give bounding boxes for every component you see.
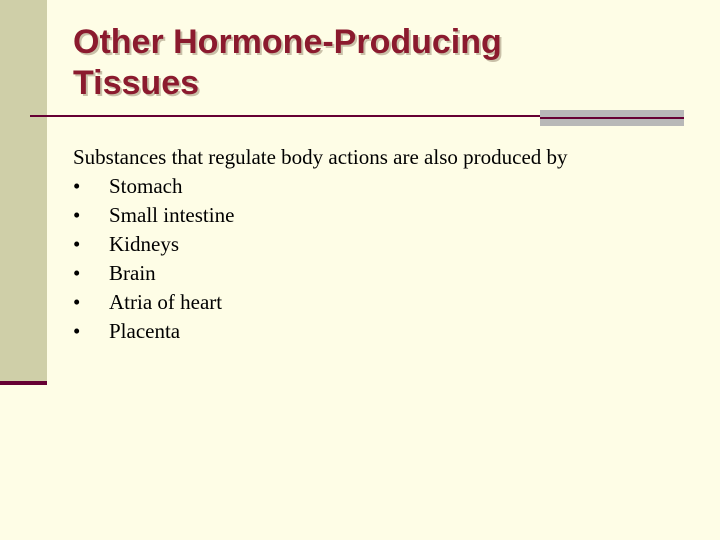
bullet-icon: • <box>73 203 81 227</box>
list-item-label: Small intestine <box>109 203 235 227</box>
list-item-label: Atria of heart <box>109 290 223 314</box>
left-decorative-band <box>0 0 47 383</box>
bullet-list <box>73 172 693 346</box>
slide-title <box>73 22 693 104</box>
bullet-icon: • <box>73 319 81 343</box>
slide-body <box>73 143 693 346</box>
intro-text: Substances that regulate body actions are also produced by <box>73 145 568 169</box>
slide-title-line-1: Other Hormone-Producing <box>73 23 502 61</box>
list-item <box>73 317 693 346</box>
title-divider-accent-line <box>540 117 684 119</box>
list-item <box>73 288 693 317</box>
list-item-label: Placenta <box>109 319 181 343</box>
list-item <box>73 201 693 230</box>
list-item-label: Kidneys <box>109 232 179 256</box>
list-item-label: Brain <box>109 261 156 285</box>
list-item <box>73 230 693 259</box>
left-band-underline <box>0 381 47 385</box>
bullet-icon: • <box>73 261 81 285</box>
list-item <box>73 259 693 288</box>
list-item-label: Stomach <box>109 174 183 198</box>
list-item <box>73 172 693 201</box>
bullet-icon: • <box>73 290 81 314</box>
slide-title-line-2: Tissues <box>73 64 200 102</box>
bullet-icon: • <box>73 174 81 198</box>
bullet-icon: • <box>73 232 81 256</box>
